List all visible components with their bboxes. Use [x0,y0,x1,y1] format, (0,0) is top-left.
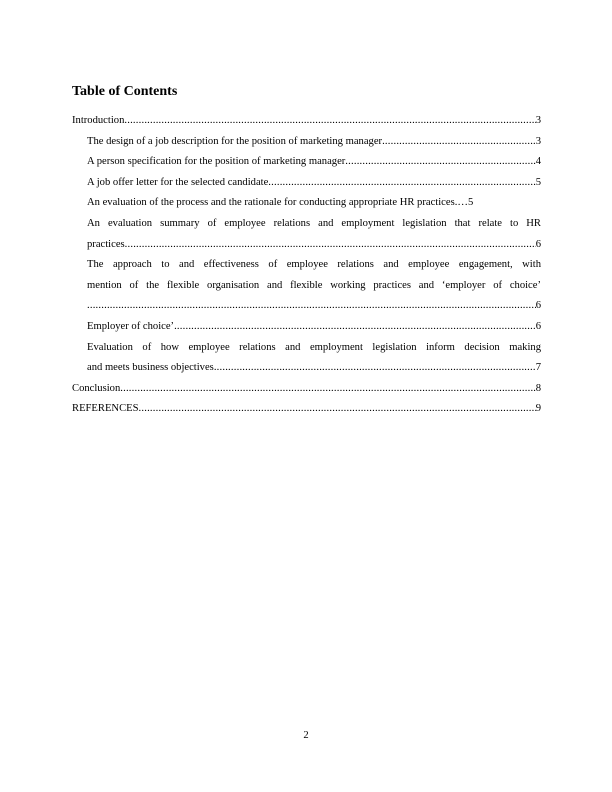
dot-leader [382,132,536,153]
toc-entry-title-line-2: mention of the flexible organisation and flexible working practices and ‘employer of choice’ [87,279,541,291]
toc-heading: Table of Contents [72,84,178,99]
toc-entry-title-end: practices [87,238,125,250]
toc-entry-job-offer-letter[interactable] [72,173,541,194]
toc-entry-title: The approach to and effectiveness of employee relations and employee engagement, with [87,259,541,271]
toc-entry-page: 6 [535,300,541,312]
toc-entry-page: 8 [535,382,541,394]
toc-entry-title-continuation [87,358,541,379]
toc-entry-page: 3 [535,115,541,126]
toc-entry-decision-making[interactable] [72,338,541,379]
toc-entry-evaluation-hr-practices[interactable] [72,193,541,214]
toc-entry-employee-engagement[interactable] [72,255,541,317]
toc-entry-page: 9 [535,403,541,415]
toc-entry-title: The design of a job description for the position of marketing manager [87,135,383,147]
dot-leader [125,235,536,256]
dot-leader [120,379,535,400]
toc-entry-job-description[interactable] [72,132,541,153]
toc-entry-title: An evaluation of the process and the rationale for conducting appropriate HR practices.… [87,197,468,209]
dot-leader [87,296,536,317]
toc-entry-title-continuation [87,235,541,256]
toc-entry-references[interactable] [72,399,541,420]
toc-entry-title-end: and meets business objectives [87,362,214,374]
dot-leader [268,173,535,194]
toc-entry-title: An evaluation summary of employee relations and employment legislation that relate to HR [87,217,541,229]
toc-entry-page: 6 [535,238,541,250]
dot-leader [345,152,535,173]
toc-entry-employee-relations-summary[interactable] [72,214,541,255]
toc-entry-page: 4 [535,156,541,168]
page-number: 2 [303,730,309,741]
dot-leader [174,317,536,338]
toc-entry-conclusion[interactable] [72,379,541,400]
toc-entry-title: Conclusion [72,382,121,394]
toc-entry-page: 5 [535,176,541,188]
toc-entry-page: 6 [535,320,541,332]
toc-entry-title-continuation [87,296,541,317]
toc-entry-title: Introduction [72,115,125,126]
toc-entry-title: Employer of choice’ [87,320,175,332]
toc-entry-person-specification[interactable] [72,152,541,173]
dot-leader [214,358,536,379]
toc-entry-employer-of-choice[interactable] [72,317,541,338]
dot-leader [124,111,535,132]
toc-entry-page: 7 [535,362,541,374]
toc-entry-page: 3 [535,135,541,147]
toc-entry-title: Evaluation of how employee relations and employment legislation inform decision making [87,341,541,353]
dot-leader [139,399,536,420]
toc-entry-title: REFERENCES [72,403,139,415]
toc-entry-introduction[interactable] [72,111,541,132]
toc-entry-page: 5 [467,197,474,209]
table-of-contents [72,111,541,420]
toc-entry-title: A job offer letter for the selected candidate [87,176,269,188]
toc-entry-title: A person specification for the position of marketing manager [87,156,346,168]
